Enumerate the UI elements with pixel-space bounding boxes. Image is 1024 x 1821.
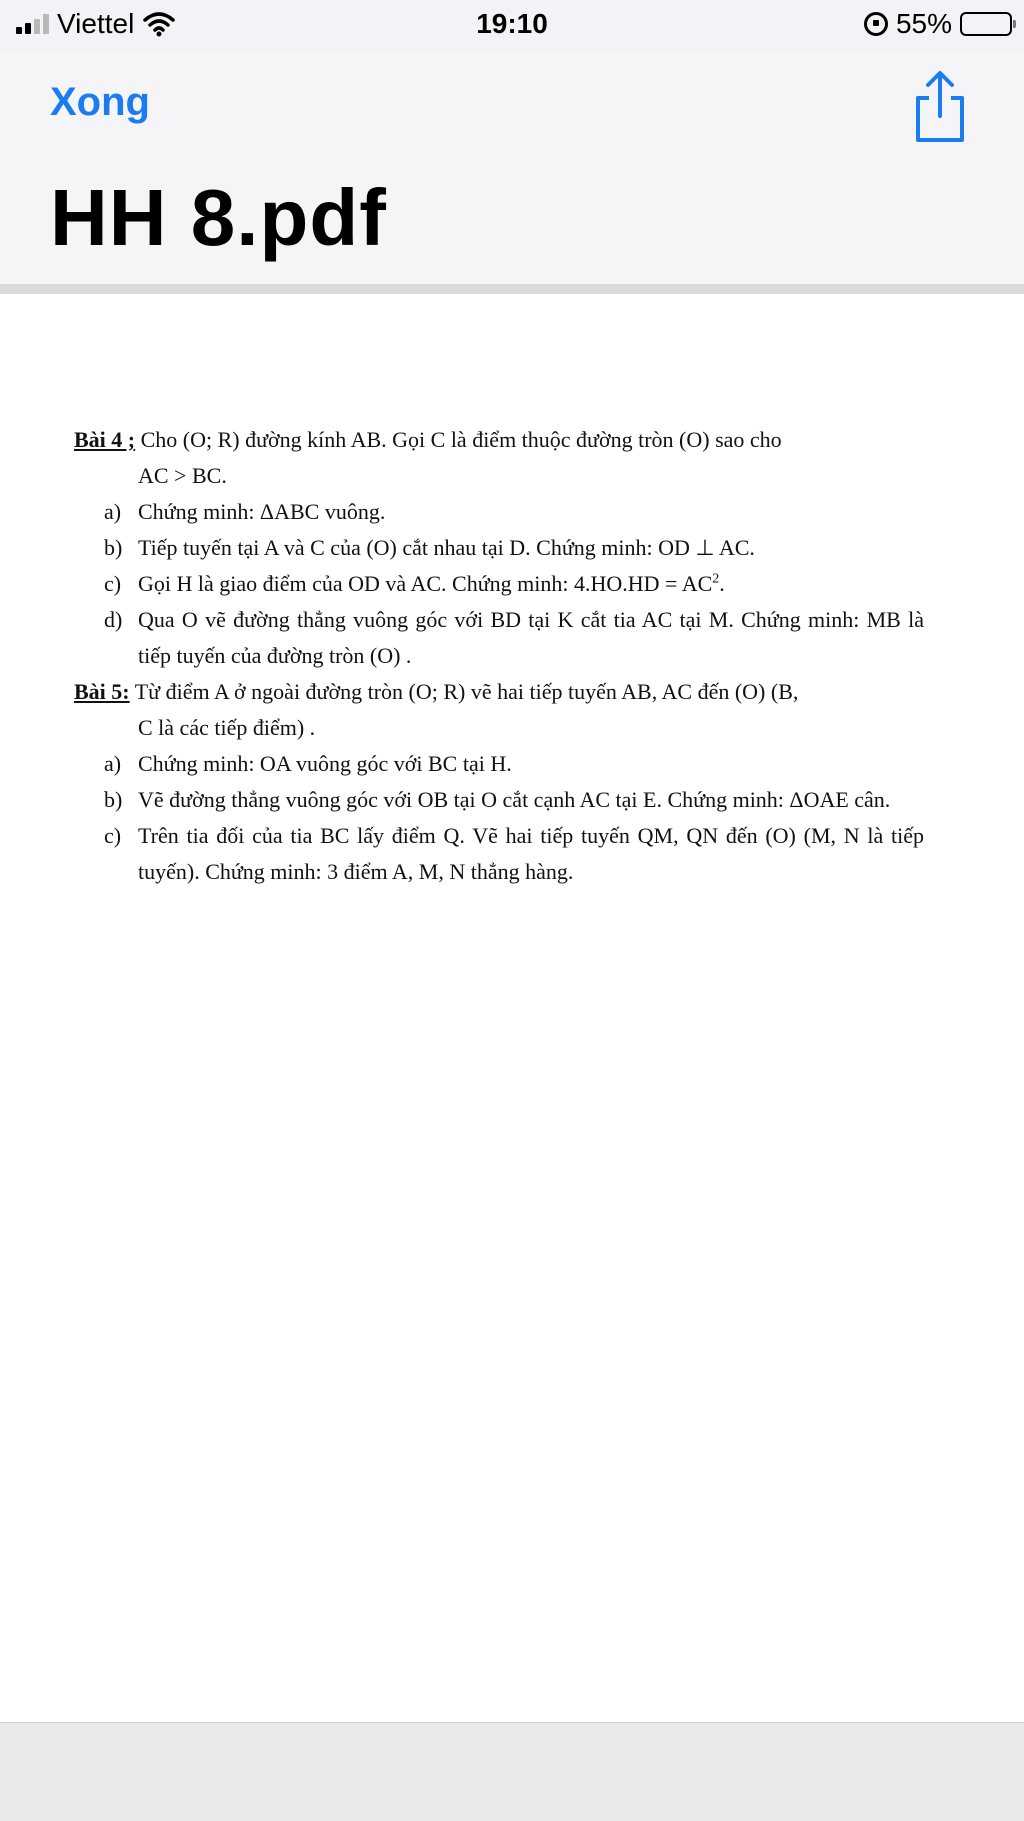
battery-icon: [960, 12, 1012, 36]
item-label: d): [104, 607, 123, 632]
list-item: [74, 818, 924, 890]
exercise-5-intro: [74, 674, 924, 746]
item-text-end: .: [719, 571, 725, 596]
exercise-5-label: Bài 5:: [74, 679, 130, 704]
item-text: Vẽ đường thẳng vuông góc với OB tại O cắt cạnh AC tại E. Chứng minh: ΔOAE cân.: [138, 787, 891, 812]
list-item: [74, 602, 924, 674]
item-text: Chứng minh: OA vuông góc với BC tại H.: [138, 751, 512, 776]
done-button[interactable]: Xong: [50, 80, 150, 124]
exercise-4-intro: [74, 422, 924, 494]
superscript: 2: [712, 571, 720, 587]
battery-percent: 55%: [895, 8, 952, 39]
document-title: HH 8.pdf: [50, 173, 387, 262]
share-icon[interactable]: [910, 68, 970, 144]
list-item: [74, 530, 924, 566]
item-text: Gọi H là giao điểm của OD và AC. Chứng minh: 4.HO.HD = AC: [138, 571, 713, 596]
status-bar: [0, 0, 1024, 52]
item-label: c): [104, 571, 122, 596]
list-item: [74, 746, 924, 782]
exercise-5-intro-line2: C là các tiếp điểm) .: [138, 715, 316, 740]
list-item: [74, 782, 924, 818]
item-text: Qua O vẽ đường thẳng vuông góc với BD tại K cắt tia AC tại M. Chứng minh: MB là tiếp tuyến của đường tròn (O) .: [138, 607, 924, 668]
exercise-4-intro-line1: Cho (O; R) đường kính AB. Gọi C là điểm thuộc đường tròn (O) sao cho: [140, 427, 782, 452]
nav-bar: [0, 52, 1024, 284]
item-label: b): [104, 535, 123, 560]
exercise-4-intro-line2: AC > BC.: [138, 463, 227, 488]
item-label: a): [104, 751, 122, 776]
pdf-page[interactable]: [0, 294, 1024, 1722]
carrier-name: Viettel: [57, 8, 135, 39]
status-right: [864, 8, 1012, 40]
nav-divider: [0, 284, 1024, 294]
list-item: [74, 494, 924, 530]
item-label: b): [104, 787, 123, 812]
item-text: Chứng minh: ΔABC vuông.: [138, 499, 386, 524]
status-time: 19:10: [476, 8, 548, 39]
item-text-wrap: [138, 566, 924, 602]
item-label: c): [104, 823, 122, 848]
document-body: [74, 422, 924, 890]
exercise-4-label: Bài 4 ;: [74, 427, 136, 452]
item-text: Trên tia đối của tia BC lấy điểm Q. Vẽ hai tiếp tuyến QM, QN đến (O) (M, N là tiếp tuyến). Chứng minh: 3 điểm A, M, N thẳng hàng.: [138, 823, 924, 884]
bottom-toolbar: [0, 1722, 1024, 1821]
item-label: a): [104, 499, 122, 524]
item-text: Tiếp tuyến tại A và C của (O) cắt nhau tại D. Chứng minh: OD ⊥ AC.: [138, 535, 755, 560]
exercise-5-intro-line1: Từ điểm A ở ngoài đường tròn (O; R) vẽ hai tiếp tuyến AB, AC đến (O) (B,: [134, 679, 799, 704]
list-item: [74, 566, 924, 602]
orientation-lock-icon: [864, 12, 888, 36]
